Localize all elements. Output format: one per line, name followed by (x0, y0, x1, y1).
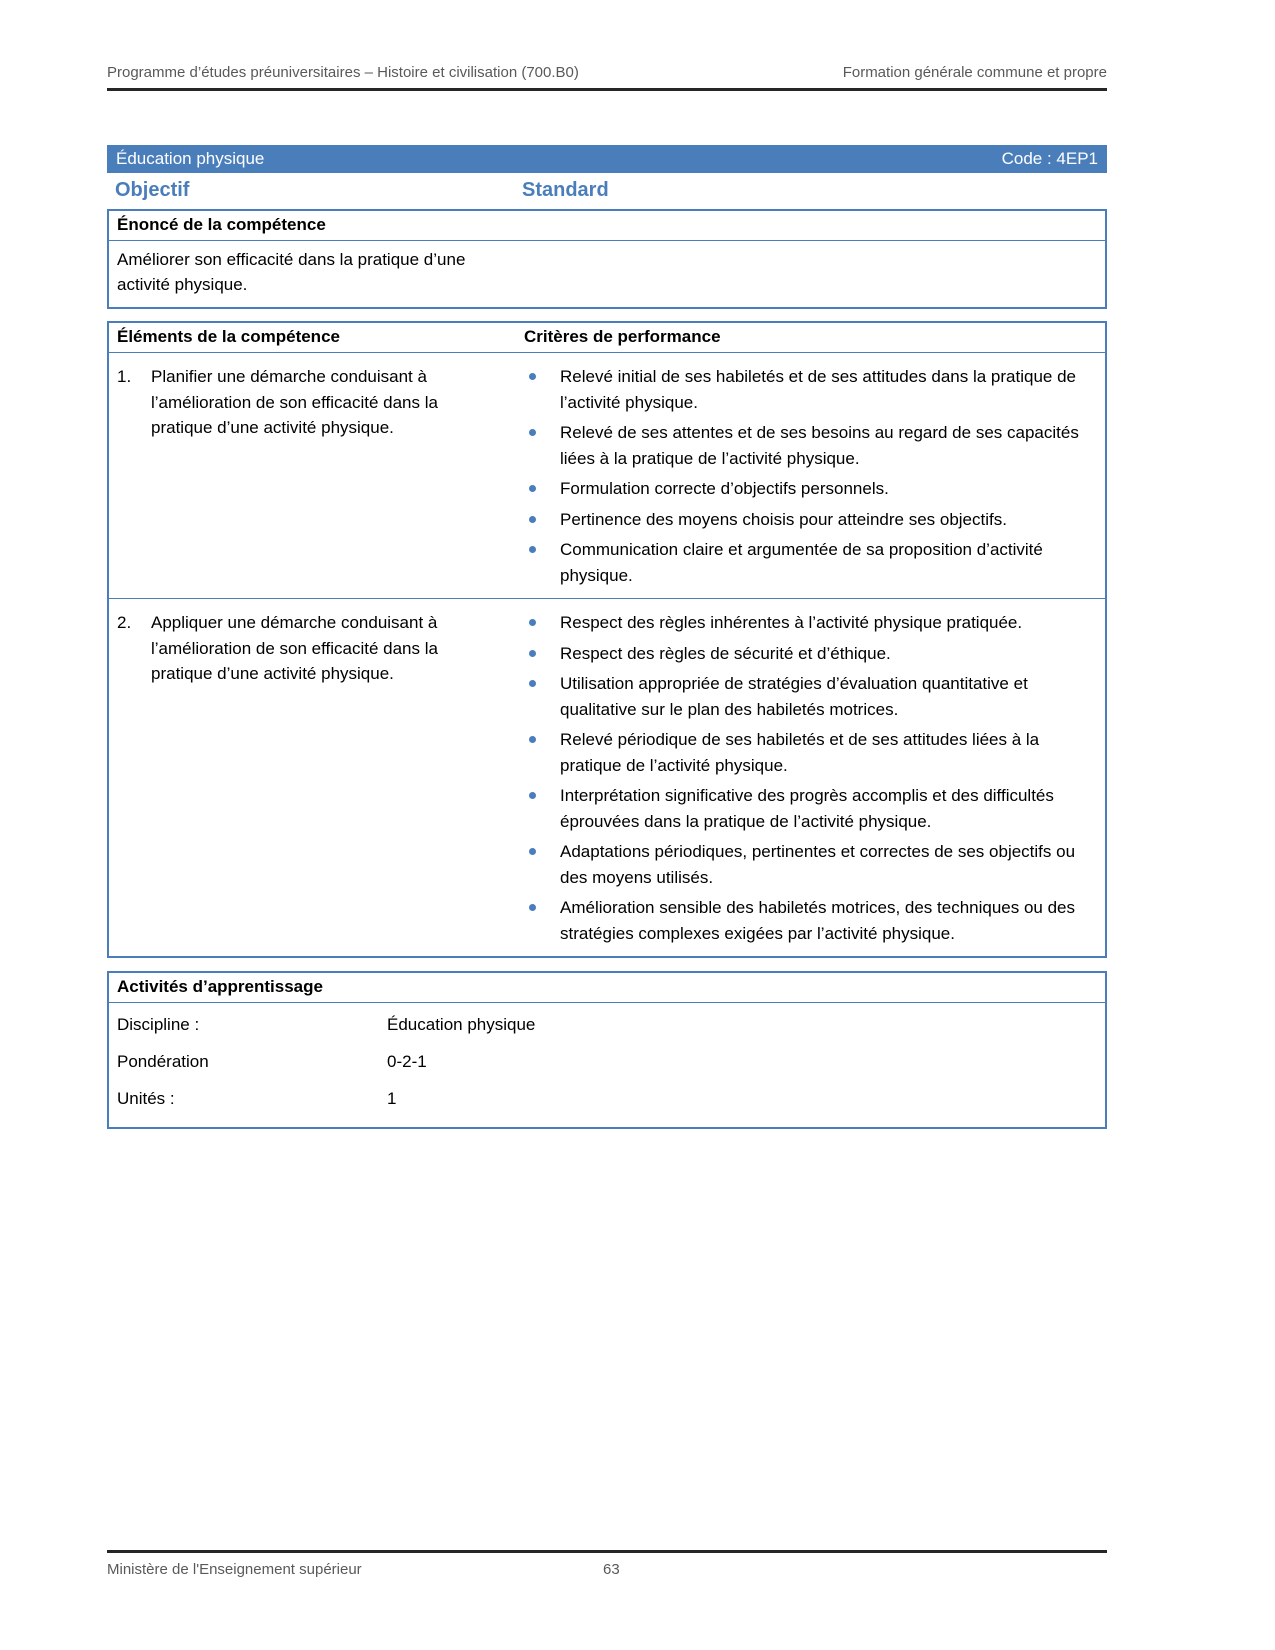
element-cell (109, 603, 524, 946)
criteria-item (529, 610, 1095, 636)
criteria-text: Pertinence des moyens choisis pour atteindre ses objectifs. (560, 509, 1007, 529)
header-program-title: Programme d’études préuniversitaires – Histoire et civilisation (700.B0) (107, 64, 579, 81)
enonce-box (107, 209, 1107, 309)
criteria-list (524, 357, 1105, 588)
element-text: Planifier une démarche conduisant à l’amélioration de son efficacité dans la pratique d’une activité physique. (151, 367, 438, 438)
activities-header: Activités d’apprentissage (109, 973, 1105, 1003)
element-text: Appliquer une démarche conduisant à l’amélioration de son efficacité dans la pratique d’une activité physique. (151, 613, 438, 684)
course-title: Éducation physique (116, 149, 265, 168)
footer-ministry: Ministère de l'Enseignement supérieur (107, 1561, 362, 1578)
criteria-text: Adaptations périodiques, pertinentes et correctes de ses objectifs ou des moyens utilisés. (560, 842, 1076, 887)
criteria-text: Utilisation appropriée de stratégies d’évaluation quantitative et qualitative sur le plan des habiletés motrices. (560, 674, 1028, 719)
activities-label: Discipline : (117, 1015, 200, 1035)
bullet-icon (529, 485, 536, 492)
objectif-heading: Objectif (115, 179, 190, 201)
criteria-text: Formulation correcte d’objectifs personnels. (560, 479, 889, 499)
bullet-icon (529, 680, 536, 687)
page-number: 63 (603, 1561, 620, 1578)
activities-row (117, 1089, 1097, 1109)
header-section-title: Formation générale commune et propre (842, 64, 1107, 81)
criteria-text: Respect des règles inhérentes à l’activité physique pratiquée. (560, 613, 1023, 633)
competence-table (107, 321, 1107, 958)
activities-label: Unités : (117, 1089, 175, 1109)
criteria-item (529, 671, 1095, 722)
activities-row (117, 1052, 1097, 1072)
activities-body (109, 1003, 1105, 1127)
enonce-text: Améliorer son efficacité dans la pratique d’une activité physique. (117, 250, 466, 294)
criteria-item (529, 507, 1095, 533)
criteria-text: Interprétation significative des progrès accomplis et des difficultés éprouvées dans la pratique de l’activité physique. (560, 786, 1054, 831)
criteria-item (529, 783, 1095, 834)
enonce-body (109, 241, 1105, 307)
criteria-item (529, 895, 1095, 946)
activities-value: 1 (387, 1089, 397, 1109)
running-footer (107, 1550, 1107, 1578)
criteria-text: Respect des règles de sécurité et d’éthique. (560, 643, 891, 663)
activities-value: 0-2-1 (387, 1052, 427, 1072)
activities-label: Pondération (117, 1052, 209, 1072)
criteres-header: Critères de performance (524, 327, 721, 347)
bullet-icon (529, 373, 536, 380)
criteria-item (529, 537, 1095, 588)
bullet-icon (529, 848, 536, 855)
table-row (109, 598, 1105, 956)
competence-table-header (109, 323, 1105, 353)
element-number: 1. (117, 367, 132, 387)
bullet-icon (529, 736, 536, 743)
bullet-icon (529, 546, 536, 553)
bullet-icon (529, 650, 536, 657)
elements-header: Éléments de la compétence (117, 327, 340, 347)
bullet-icon (529, 516, 536, 523)
activities-row (117, 1015, 1097, 1035)
element-cell (109, 357, 524, 588)
page-content (107, 145, 1107, 1129)
criteria-item (529, 420, 1095, 471)
criteria-text: Relevé de ses attentes et de ses besoins au regard de ses capacités liées à la pratique de l’activité physique. (560, 423, 1079, 468)
enonce-header: Énoncé de la compétence (109, 211, 1105, 241)
criteria-text: Amélioration sensible des habiletés motrices, des techniques ou des stratégies complexes exigées par l’activité physique. (560, 898, 1076, 943)
bullet-icon (529, 904, 536, 911)
course-code: Code : 4EP1 (1001, 149, 1098, 168)
criteria-item (529, 641, 1095, 667)
running-header (107, 64, 1107, 91)
course-title-bar (107, 145, 1107, 173)
criteria-list (524, 603, 1105, 946)
bullet-icon (529, 429, 536, 436)
criteria-item (529, 839, 1095, 890)
standard-heading: Standard (522, 179, 609, 201)
column-headings (107, 177, 1107, 209)
element-number: 2. (117, 613, 132, 633)
criteria-text: Relevé périodique de ses habiletés et de ses attitudes liées à la pratique de l’activité physique. (560, 730, 1040, 775)
bullet-icon (529, 792, 536, 799)
criteria-text: Communication claire et argumentée de sa proposition d’activité physique. (560, 540, 1043, 585)
criteria-text: Relevé initial de ses habiletés et de ses attitudes dans la pratique de l’activité physique. (560, 367, 1076, 412)
activities-value: Éducation physique (387, 1015, 536, 1035)
criteria-item (529, 727, 1095, 778)
criteria-item (529, 364, 1095, 415)
table-row (109, 353, 1105, 598)
bullet-icon (529, 619, 536, 626)
activities-box (107, 971, 1107, 1129)
criteria-item (529, 476, 1095, 502)
